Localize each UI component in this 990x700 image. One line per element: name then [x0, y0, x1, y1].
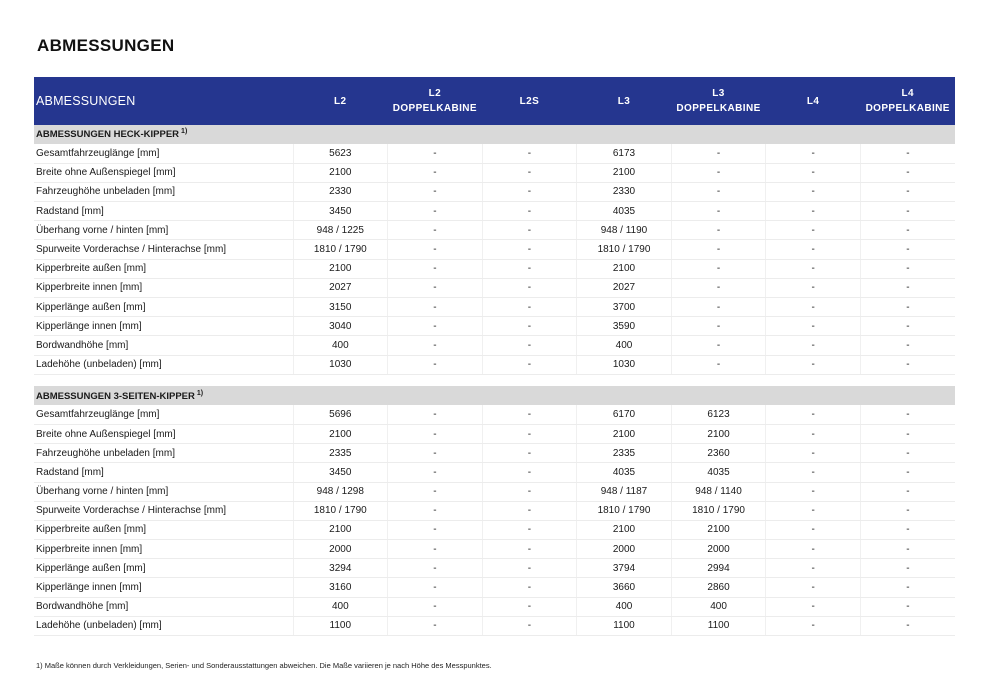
- value-cell: -: [388, 336, 483, 355]
- column-header: [482, 77, 577, 125]
- value-cell: -: [766, 616, 861, 635]
- row-label: Ladehöhe (unbeladen) [mm]: [34, 616, 293, 635]
- row-label: Gesamtfahrzeuglänge [mm]: [34, 144, 293, 163]
- table-body: [34, 125, 955, 636]
- value-cell: -: [482, 278, 577, 297]
- value-cell: -: [482, 578, 577, 597]
- table-row: [34, 501, 955, 520]
- row-label: Spurweite Vorderachse / Hinterachse [mm]: [34, 240, 293, 259]
- value-cell: 3450: [293, 202, 388, 221]
- value-cell: 948 / 1225: [293, 221, 388, 240]
- value-cell: -: [860, 559, 955, 578]
- value-cell: 2335: [577, 444, 672, 463]
- column-header: [671, 77, 766, 125]
- value-cell: -: [388, 501, 483, 520]
- value-cell: -: [860, 202, 955, 221]
- value-cell: -: [860, 259, 955, 278]
- section-header-row: [34, 125, 955, 144]
- table-row: [34, 463, 955, 482]
- value-cell: 2027: [293, 278, 388, 297]
- value-cell: 2100: [671, 520, 766, 539]
- value-cell: -: [860, 520, 955, 539]
- value-cell: 1030: [577, 355, 672, 374]
- section-footnote-ref: 1): [181, 128, 188, 136]
- value-cell: 3660: [577, 578, 672, 597]
- value-cell: -: [388, 240, 483, 259]
- value-cell: -: [860, 163, 955, 182]
- value-cell: -: [482, 520, 577, 539]
- value-cell: -: [860, 405, 955, 424]
- value-cell: -: [766, 221, 861, 240]
- value-cell: 400: [293, 597, 388, 616]
- value-cell: 3450: [293, 463, 388, 482]
- value-cell: -: [766, 298, 861, 317]
- value-cell: 4035: [577, 202, 672, 221]
- table-header: [34, 77, 955, 125]
- section-header: [34, 125, 955, 144]
- value-cell: -: [766, 578, 861, 597]
- value-cell: -: [766, 559, 861, 578]
- value-cell: -: [482, 298, 577, 317]
- value-cell: 2100: [577, 163, 672, 182]
- section-header: [34, 386, 955, 405]
- row-label: Breite ohne Außenspiegel [mm]: [34, 163, 293, 182]
- value-cell: 3040: [293, 317, 388, 336]
- value-cell: -: [671, 240, 766, 259]
- row-label: Ladehöhe (unbeladen) [mm]: [34, 355, 293, 374]
- value-cell: -: [482, 144, 577, 163]
- value-cell: -: [388, 298, 483, 317]
- value-cell: 3794: [577, 559, 672, 578]
- value-cell: -: [482, 355, 577, 374]
- value-cell: 2860: [671, 578, 766, 597]
- value-cell: -: [482, 163, 577, 182]
- value-cell: -: [482, 317, 577, 336]
- table-row: [34, 278, 955, 297]
- value-cell: -: [860, 144, 955, 163]
- value-cell: -: [671, 144, 766, 163]
- column-header: [860, 77, 955, 125]
- table-row: [34, 559, 955, 578]
- row-label: Fahrzeughöhe unbeladen [mm]: [34, 182, 293, 201]
- value-cell: -: [388, 317, 483, 336]
- value-cell: -: [482, 616, 577, 635]
- value-cell: 400: [293, 336, 388, 355]
- value-cell: -: [671, 221, 766, 240]
- value-cell: -: [388, 259, 483, 278]
- value-cell: 1810 / 1790: [577, 240, 672, 259]
- value-cell: -: [388, 520, 483, 539]
- value-cell: 3160: [293, 578, 388, 597]
- section-footnote-ref: 1): [196, 389, 204, 397]
- value-cell: 1100: [293, 616, 388, 635]
- value-cell: -: [671, 298, 766, 317]
- value-cell: -: [860, 355, 955, 374]
- table-row: [34, 578, 955, 597]
- value-cell: -: [388, 405, 483, 424]
- value-cell: -: [482, 240, 577, 259]
- value-cell: 5696: [293, 405, 388, 424]
- value-cell: 6170: [577, 405, 672, 424]
- value-cell: 400: [577, 597, 672, 616]
- value-cell: 4035: [577, 463, 672, 482]
- table-row: [34, 616, 955, 635]
- table-row: [34, 202, 955, 221]
- value-cell: -: [766, 444, 861, 463]
- value-cell: -: [388, 221, 483, 240]
- table-row: [34, 355, 955, 374]
- column-header: [577, 77, 672, 125]
- value-cell: 5623: [293, 144, 388, 163]
- page-title: ABMESSUNGEN: [37, 36, 175, 55]
- value-cell: 2000: [577, 540, 672, 559]
- value-cell: -: [388, 278, 483, 297]
- row-label: Kipperbreite innen [mm]: [34, 540, 293, 559]
- row-label: Kipperlänge außen [mm]: [34, 559, 293, 578]
- value-cell: -: [860, 317, 955, 336]
- value-cell: -: [388, 182, 483, 201]
- value-cell: -: [482, 405, 577, 424]
- value-cell: 2100: [577, 424, 672, 443]
- value-cell: -: [766, 520, 861, 539]
- section-title: ABMESSUNGEN 3-SEITEN-KIPPER: [36, 390, 195, 402]
- value-cell: 2100: [293, 259, 388, 278]
- value-cell: -: [860, 482, 955, 501]
- value-cell: 1810 / 1790: [671, 501, 766, 520]
- value-cell: -: [766, 463, 861, 482]
- value-cell: -: [860, 278, 955, 297]
- value-cell: -: [482, 463, 577, 482]
- value-cell: -: [766, 424, 861, 443]
- value-cell: -: [860, 444, 955, 463]
- value-cell: -: [766, 182, 861, 201]
- value-cell: -: [766, 501, 861, 520]
- value-cell: -: [388, 597, 483, 616]
- value-cell: -: [388, 144, 483, 163]
- value-cell: -: [860, 540, 955, 559]
- header-label: ABMESSUNGEN: [36, 93, 136, 108]
- value-cell: 1810 / 1790: [293, 240, 388, 259]
- row-label: Kipperlänge außen [mm]: [34, 298, 293, 317]
- table-row: [34, 298, 955, 317]
- value-cell: -: [482, 482, 577, 501]
- value-cell: -: [388, 482, 483, 501]
- table-row: [34, 520, 955, 539]
- value-cell: -: [388, 444, 483, 463]
- value-cell: -: [766, 355, 861, 374]
- row-label: Spurweite Vorderachse / Hinterachse [mm]: [34, 501, 293, 520]
- value-cell: -: [860, 336, 955, 355]
- value-cell: -: [860, 221, 955, 240]
- value-cell: -: [482, 182, 577, 201]
- value-cell: -: [482, 559, 577, 578]
- section-title: ABMESSUNGEN HECK-KIPPER: [36, 129, 180, 141]
- value-cell: -: [766, 482, 861, 501]
- value-cell: 3150: [293, 298, 388, 317]
- value-cell: -: [860, 501, 955, 520]
- value-cell: -: [388, 424, 483, 443]
- column-header-model: L4: [901, 88, 914, 99]
- table-row: [34, 540, 955, 559]
- value-cell: -: [860, 597, 955, 616]
- value-cell: 2100: [293, 520, 388, 539]
- value-cell: -: [766, 202, 861, 221]
- value-cell: 1810 / 1790: [293, 501, 388, 520]
- value-cell: 2100: [293, 424, 388, 443]
- table-row: [34, 424, 955, 443]
- value-cell: -: [766, 144, 861, 163]
- value-cell: -: [860, 298, 955, 317]
- table-row: [34, 259, 955, 278]
- value-cell: 4035: [671, 463, 766, 482]
- value-cell: 948 / 1187: [577, 482, 672, 501]
- section-spacer: [34, 374, 955, 386]
- value-cell: 2994: [671, 559, 766, 578]
- table-row: [34, 482, 955, 501]
- value-cell: -: [482, 221, 577, 240]
- dimensions-table: [34, 77, 955, 636]
- value-cell: -: [482, 597, 577, 616]
- value-cell: -: [388, 355, 483, 374]
- column-header-variant: DOPPELKABINE: [392, 103, 477, 114]
- value-cell: 400: [671, 597, 766, 616]
- value-cell: -: [671, 336, 766, 355]
- column-header-model: L4: [806, 95, 820, 107]
- value-cell: 1030: [293, 355, 388, 374]
- spacer-cell: [34, 374, 955, 386]
- value-cell: -: [388, 540, 483, 559]
- row-label: Kipperbreite außen [mm]: [34, 259, 293, 278]
- value-cell: -: [482, 424, 577, 443]
- footnote: 1) Maße können durch Verkleidungen, Serien- und Sonderausstattungen abweichen. Die Maße variieren je nach Höhe des Messpunktes.: [36, 661, 492, 670]
- value-cell: -: [766, 405, 861, 424]
- value-cell: 1100: [577, 616, 672, 635]
- value-cell: -: [860, 424, 955, 443]
- value-cell: 6173: [577, 144, 672, 163]
- value-cell: -: [860, 616, 955, 635]
- row-label: Kipperlänge innen [mm]: [34, 317, 293, 336]
- value-cell: 2100: [293, 163, 388, 182]
- table-row: [34, 317, 955, 336]
- row-label: Bordwandhöhe [mm]: [34, 336, 293, 355]
- value-cell: -: [860, 463, 955, 482]
- value-cell: -: [671, 278, 766, 297]
- value-cell: 3700: [577, 298, 672, 317]
- table-row: [34, 597, 955, 616]
- value-cell: -: [388, 578, 483, 597]
- value-cell: 1810 / 1790: [577, 501, 672, 520]
- value-cell: -: [482, 259, 577, 278]
- value-cell: -: [766, 597, 861, 616]
- table-row: [34, 444, 955, 463]
- value-cell: 1100: [671, 616, 766, 635]
- column-header: [388, 77, 483, 125]
- value-cell: -: [671, 355, 766, 374]
- column-header-model: L2S: [519, 95, 540, 107]
- column-header-variant: DOPPELKABINE: [865, 103, 950, 114]
- value-cell: -: [671, 163, 766, 182]
- row-label: Radstand [mm]: [34, 463, 293, 482]
- value-cell: -: [388, 463, 483, 482]
- row-label: Überhang vorne / hinten [mm]: [34, 221, 293, 240]
- table-row: [34, 163, 955, 182]
- value-cell: -: [766, 163, 861, 182]
- row-label: Bordwandhöhe [mm]: [34, 597, 293, 616]
- value-cell: -: [766, 240, 861, 259]
- value-cell: -: [482, 444, 577, 463]
- value-cell: -: [671, 182, 766, 201]
- value-cell: -: [482, 501, 577, 520]
- header-row: [34, 77, 955, 125]
- value-cell: -: [766, 317, 861, 336]
- value-cell: -: [766, 336, 861, 355]
- value-cell: 948 / 1190: [577, 221, 672, 240]
- column-header-variant: DOPPELKABINE: [676, 103, 761, 114]
- value-cell: -: [766, 278, 861, 297]
- table-row: [34, 405, 955, 424]
- row-label: Gesamtfahrzeuglänge [mm]: [34, 405, 293, 424]
- value-cell: -: [860, 578, 955, 597]
- value-cell: 400: [577, 336, 672, 355]
- value-cell: 3590: [577, 317, 672, 336]
- column-header-model: L2: [428, 88, 442, 99]
- row-label: Kipperbreite außen [mm]: [34, 520, 293, 539]
- column-header: [293, 77, 388, 125]
- value-cell: 948 / 1140: [671, 482, 766, 501]
- value-cell: -: [671, 259, 766, 278]
- column-header-model: L3: [617, 95, 631, 107]
- value-cell: 2100: [577, 259, 672, 278]
- value-cell: 2360: [671, 444, 766, 463]
- row-label: Kipperlänge innen [mm]: [34, 578, 293, 597]
- value-cell: -: [860, 182, 955, 201]
- table-row: [34, 144, 955, 163]
- table-row: [34, 240, 955, 259]
- value-cell: 2335: [293, 444, 388, 463]
- value-cell: -: [482, 540, 577, 559]
- row-label: Radstand [mm]: [34, 202, 293, 221]
- row-label: Kipperbreite innen [mm]: [34, 278, 293, 297]
- section-header-row: [34, 386, 955, 405]
- value-cell: 2100: [577, 520, 672, 539]
- value-cell: -: [388, 163, 483, 182]
- value-cell: 2027: [577, 278, 672, 297]
- value-cell: 948 / 1298: [293, 482, 388, 501]
- value-cell: -: [482, 336, 577, 355]
- value-cell: 2330: [577, 182, 672, 201]
- column-header-model: L2: [334, 95, 347, 107]
- value-cell: -: [671, 202, 766, 221]
- row-label: Fahrzeughöhe unbeladen [mm]: [34, 444, 293, 463]
- value-cell: -: [482, 202, 577, 221]
- value-cell: 2000: [671, 540, 766, 559]
- row-label: Breite ohne Außenspiegel [mm]: [34, 424, 293, 443]
- value-cell: 2000: [293, 540, 388, 559]
- table-row: [34, 182, 955, 201]
- value-cell: -: [860, 240, 955, 259]
- table-row: [34, 336, 955, 355]
- value-cell: -: [388, 202, 483, 221]
- value-cell: -: [388, 616, 483, 635]
- value-cell: 6123: [671, 405, 766, 424]
- value-cell: -: [766, 540, 861, 559]
- row-label: Überhang vorne / hinten [mm]: [34, 482, 293, 501]
- value-cell: -: [671, 317, 766, 336]
- column-header: [766, 77, 861, 125]
- value-cell: 2330: [293, 182, 388, 201]
- table-row: [34, 221, 955, 240]
- value-cell: 2100: [671, 424, 766, 443]
- value-cell: 3294: [293, 559, 388, 578]
- value-cell: -: [766, 259, 861, 278]
- value-cell: -: [388, 559, 483, 578]
- column-header-model: L3: [712, 88, 725, 99]
